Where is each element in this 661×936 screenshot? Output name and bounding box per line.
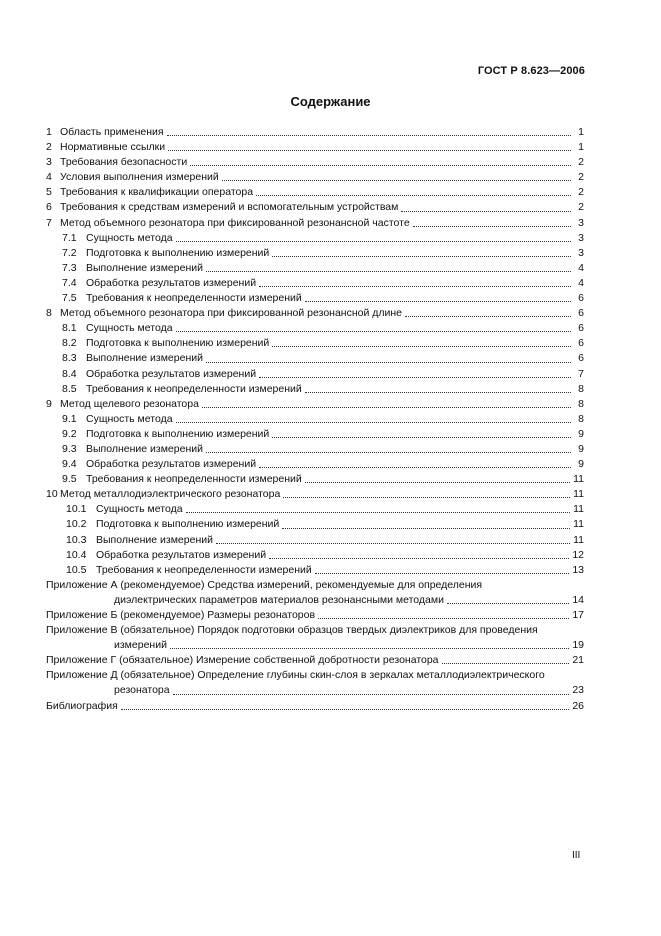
toc-entry-label: Требования к неопределенности измерений — [96, 563, 312, 576]
toc-entry[interactable] — [46, 276, 584, 291]
toc-entry-page: 14 — [572, 593, 584, 606]
dot-leader — [318, 618, 569, 619]
toc-entry-number: 4 — [46, 171, 52, 184]
dot-leader — [315, 573, 570, 574]
toc-entry-label: Требования к средствам измерений и вспомогательным устройствам — [60, 201, 399, 214]
toc-entry-page: 9 — [578, 442, 584, 455]
dot-leader — [259, 286, 571, 287]
appendix-title-line2: резонатора — [114, 684, 170, 697]
toc-entry[interactable] — [46, 246, 584, 261]
toc-entry-page: 11 — [573, 488, 584, 501]
dot-leader — [176, 331, 571, 332]
toc-entry-label: Нормативные ссылки — [60, 141, 166, 154]
toc-entry-label: Сущность метода — [86, 231, 173, 244]
toc-entry-page: 2 — [578, 156, 584, 169]
dot-leader — [173, 694, 570, 695]
toc-entry-label: Подготовка к выполнению измерений — [86, 246, 270, 259]
toc-entry-page: 1 — [578, 126, 584, 138]
toc-entry-page: 2 — [578, 186, 584, 199]
toc-entry-page: 4 — [578, 261, 584, 274]
toc-entry-label: Сущность метода — [86, 412, 173, 425]
toc-entry-page: 11 — [573, 518, 584, 531]
toc-entry-label: Требования к неопределенности измерений — [86, 473, 302, 486]
toc-entry-number: 8.3 — [62, 352, 77, 365]
toc-entry-number: 10 — [46, 488, 58, 501]
toc-entry[interactable] — [46, 185, 584, 200]
toc-entry-label: Выполнение измерений — [96, 533, 213, 546]
toc-entry-page: 2 — [578, 171, 584, 184]
toc-entry-appendix[interactable] — [46, 653, 584, 668]
toc-entry-number: 7.3 — [62, 261, 77, 274]
toc-entry-label: Условия выполнения измерений — [60, 171, 219, 184]
dot-leader — [216, 543, 570, 544]
toc-entry[interactable] — [46, 533, 584, 548]
toc-entry[interactable] — [46, 306, 584, 321]
toc-entry-number: 5 — [46, 186, 52, 199]
toc-entry[interactable] — [46, 336, 584, 351]
toc-entry-appendix[interactable] — [46, 668, 584, 698]
toc-entry[interactable] — [46, 140, 584, 155]
dot-leader — [272, 346, 571, 347]
dot-leader — [401, 211, 571, 212]
toc-entry-page: 23 — [572, 684, 584, 697]
toc-entry-label: Выполнение измерений — [86, 442, 203, 455]
toc-entry-label: Обработка результатов измерений — [86, 276, 257, 289]
toc-entry[interactable] — [46, 125, 584, 140]
dot-leader — [447, 603, 569, 604]
toc-entry-label: Метод объемного резонатора при фиксированной резонансной длине — [60, 307, 403, 320]
dot-leader — [283, 497, 570, 498]
toc-entry-number: 9.3 — [62, 442, 77, 455]
toc-entry[interactable] — [46, 502, 584, 517]
toc-entry-number: 8.1 — [62, 322, 77, 335]
toc-entry-number: 2 — [46, 141, 52, 154]
toc-entry[interactable] — [46, 216, 584, 231]
dot-leader — [167, 135, 571, 136]
toc-entry[interactable] — [46, 367, 584, 382]
toc-entry-label: Выполнение измерений — [86, 261, 203, 274]
toc-entry-number: 10.3 — [66, 533, 87, 546]
dot-leader — [405, 316, 571, 317]
dot-leader — [272, 437, 571, 438]
toc-entry-page: 4 — [578, 276, 584, 289]
toc-entry-page: 6 — [578, 307, 584, 320]
dot-leader — [168, 150, 571, 151]
appendix-title-line1: Приложение Д (обязательное) Определение глубины скин-слоя в зеркалах металлодиэлектрического — [46, 669, 545, 682]
toc-entry[interactable] — [46, 155, 584, 170]
toc-entry-number: 10.4 — [66, 548, 87, 561]
toc-entry[interactable] — [46, 548, 584, 563]
toc-entry-number: 7 — [46, 216, 52, 229]
toc-entry-page: 6 — [578, 322, 584, 335]
toc-entry[interactable] — [46, 427, 584, 442]
toc-entry-number: 7.5 — [62, 292, 77, 305]
toc-entry[interactable] — [46, 397, 584, 412]
toc-entry[interactable] — [46, 472, 584, 487]
toc-entry-label: Обработка результатов измерений — [96, 548, 267, 561]
toc-entry-number: 10.2 — [66, 518, 87, 531]
dot-leader — [272, 256, 571, 257]
appendix-title-line2: диэлектрических параметров материалов резонансными методами — [114, 593, 444, 606]
appendix-title-line2: измерений — [114, 639, 167, 652]
table-of-contents — [46, 125, 584, 714]
toc-entry-page: 6 — [578, 352, 584, 365]
toc-entry-label: Обработка результатов измерений — [86, 367, 257, 380]
dot-leader — [186, 512, 571, 513]
toc-entry-number: 1 — [46, 126, 52, 138]
dot-leader — [206, 271, 571, 272]
toc-entry-number: 7.1 — [62, 231, 77, 244]
toc-entry[interactable] — [46, 170, 584, 185]
toc-entry-number: 7.4 — [62, 276, 77, 289]
toc-entry[interactable] — [46, 563, 584, 578]
toc-entry-number: 3 — [46, 156, 52, 169]
toc-entry-number: 8.5 — [62, 382, 77, 395]
toc-entry-bibliography[interactable] — [46, 699, 584, 714]
dot-leader — [413, 226, 571, 227]
dot-leader — [256, 195, 571, 196]
appendix-title-line1: Приложение В (обязательное) Порядок подготовки образцов твердых диэлектриков для проведения — [46, 624, 538, 637]
toc-entry-page: 8 — [578, 382, 584, 395]
toc-entry-label: Сущность метода — [96, 503, 183, 516]
dot-leader — [305, 392, 571, 393]
toc-entry[interactable] — [46, 442, 584, 457]
toc-entry-label: Область применения — [60, 126, 164, 138]
toc-entry-page: 9 — [578, 427, 584, 440]
toc-entry-appendix[interactable] — [46, 623, 584, 653]
toc-entry-page: 11 — [573, 503, 584, 516]
toc-entry-page: 9 — [578, 458, 584, 471]
toc-entry-number: 10.1 — [66, 503, 87, 516]
toc-entry[interactable] — [46, 291, 584, 306]
dot-leader — [206, 362, 571, 363]
toc-entry-page: 6 — [578, 337, 584, 350]
toc-entry[interactable] — [46, 517, 584, 532]
toc-entry[interactable] — [46, 382, 584, 397]
toc-entry-label: Метод объемного резонатора при фиксированной резонансной частоте — [60, 216, 410, 229]
toc-entry-page: 7 — [578, 367, 584, 380]
page-number: III — [572, 850, 581, 861]
toc-entry-page: 3 — [578, 231, 584, 244]
toc-entry[interactable] — [46, 231, 584, 246]
toc-entry-number: 8.2 — [62, 337, 77, 350]
toc-entry-appendix[interactable] — [46, 578, 584, 608]
toc-entry-label: Требования безопасности — [60, 156, 188, 169]
toc-entry-label: Требования к неопределенности измерений — [86, 382, 302, 395]
toc-entry-label: Подготовка к выполнению измерений — [86, 337, 270, 350]
toc-entry-page: 17 — [572, 609, 584, 621]
page-title: Содержание — [290, 94, 371, 109]
toc-entry-label: Подготовка к выполнению измерений — [86, 427, 270, 440]
toc-entry-page: 2 — [578, 201, 584, 214]
toc-entry-number: 8 — [46, 307, 52, 320]
appendix-title-line1: Приложение А (рекомендуемое) Средства измерений, рекомендуемые для определения — [46, 578, 483, 591]
toc-entry[interactable] — [46, 487, 584, 502]
toc-entry-label: Сущность метода — [86, 322, 173, 335]
toc-entry-page: 3 — [578, 246, 584, 259]
toc-entry-page: 19 — [572, 639, 584, 652]
toc-entry-page: 11 — [573, 533, 584, 546]
toc-entry-page: 21 — [572, 654, 584, 667]
toc-entry[interactable] — [46, 457, 584, 472]
dot-leader — [176, 422, 571, 423]
toc-entry[interactable] — [46, 412, 584, 427]
toc-entry-page: 11 — [573, 473, 584, 486]
toc-entry-page: 3 — [578, 216, 584, 229]
appendix-title: Приложение Б (рекомендуемое) Размеры резонаторов — [46, 609, 316, 621]
toc-entry[interactable] — [46, 261, 584, 276]
dot-leader — [305, 482, 570, 483]
toc-entry-page: 1 — [578, 141, 584, 154]
toc-entry-label: Обработка результатов измерений — [86, 458, 257, 471]
dot-leader — [269, 558, 569, 559]
appendix-title: Приложение Г (обязательное) Измерение собственной добротности резонатора — [46, 654, 439, 667]
toc-entry-number: 9.1 — [62, 412, 77, 425]
toc-entry-appendix[interactable] — [46, 608, 584, 623]
toc-entry-label: Библиография — [46, 699, 118, 712]
toc-entry-number: 9.2 — [62, 427, 77, 440]
dot-leader — [442, 663, 570, 664]
toc-entry-number: 10.5 — [66, 563, 87, 576]
toc-entry-page: 26 — [572, 699, 584, 712]
toc-entry[interactable] — [46, 351, 584, 366]
toc-entry-number: 6 — [46, 201, 52, 214]
toc-entry-label: Требования к квалификации оператора — [60, 186, 254, 199]
toc-entry-page: 6 — [578, 292, 584, 305]
toc-entry[interactable] — [46, 321, 584, 336]
dot-leader — [206, 452, 571, 453]
toc-entry-number: 7.2 — [62, 246, 77, 259]
toc-entry[interactable] — [46, 200, 584, 215]
toc-entry-number: 9.4 — [62, 458, 77, 471]
toc-entry-page: 8 — [578, 412, 584, 425]
toc-entry-page: 8 — [578, 397, 584, 410]
document-code: ГОСТ Р 8.623—2006 — [477, 65, 585, 77]
toc-entry-label: Выполнение измерений — [86, 352, 203, 365]
dot-leader — [305, 301, 571, 302]
toc-entry-label: Метод металлодиэлектрического резонатора — [60, 488, 281, 501]
dot-leader — [259, 377, 571, 378]
dot-leader — [282, 528, 570, 529]
toc-entry-number: 8.4 — [62, 367, 77, 380]
dot-leader — [259, 467, 571, 468]
toc-entry-number: 9.5 — [62, 473, 77, 486]
dot-leader — [222, 180, 571, 181]
toc-entry-label: Метод щелевого резонатора — [60, 397, 199, 410]
toc-entry-page: 13 — [572, 563, 584, 576]
dot-leader — [202, 407, 571, 408]
toc-entry-label: Требования к неопределенности измерений — [86, 292, 302, 305]
toc-entry-page: 12 — [572, 548, 584, 561]
dot-leader — [121, 709, 569, 710]
dot-leader — [176, 241, 571, 242]
toc-entry-number: 9 — [46, 397, 52, 410]
dot-leader — [190, 165, 571, 166]
dot-leader — [170, 648, 569, 649]
toc-entry-label: Подготовка к выполнению измерений — [96, 518, 280, 531]
